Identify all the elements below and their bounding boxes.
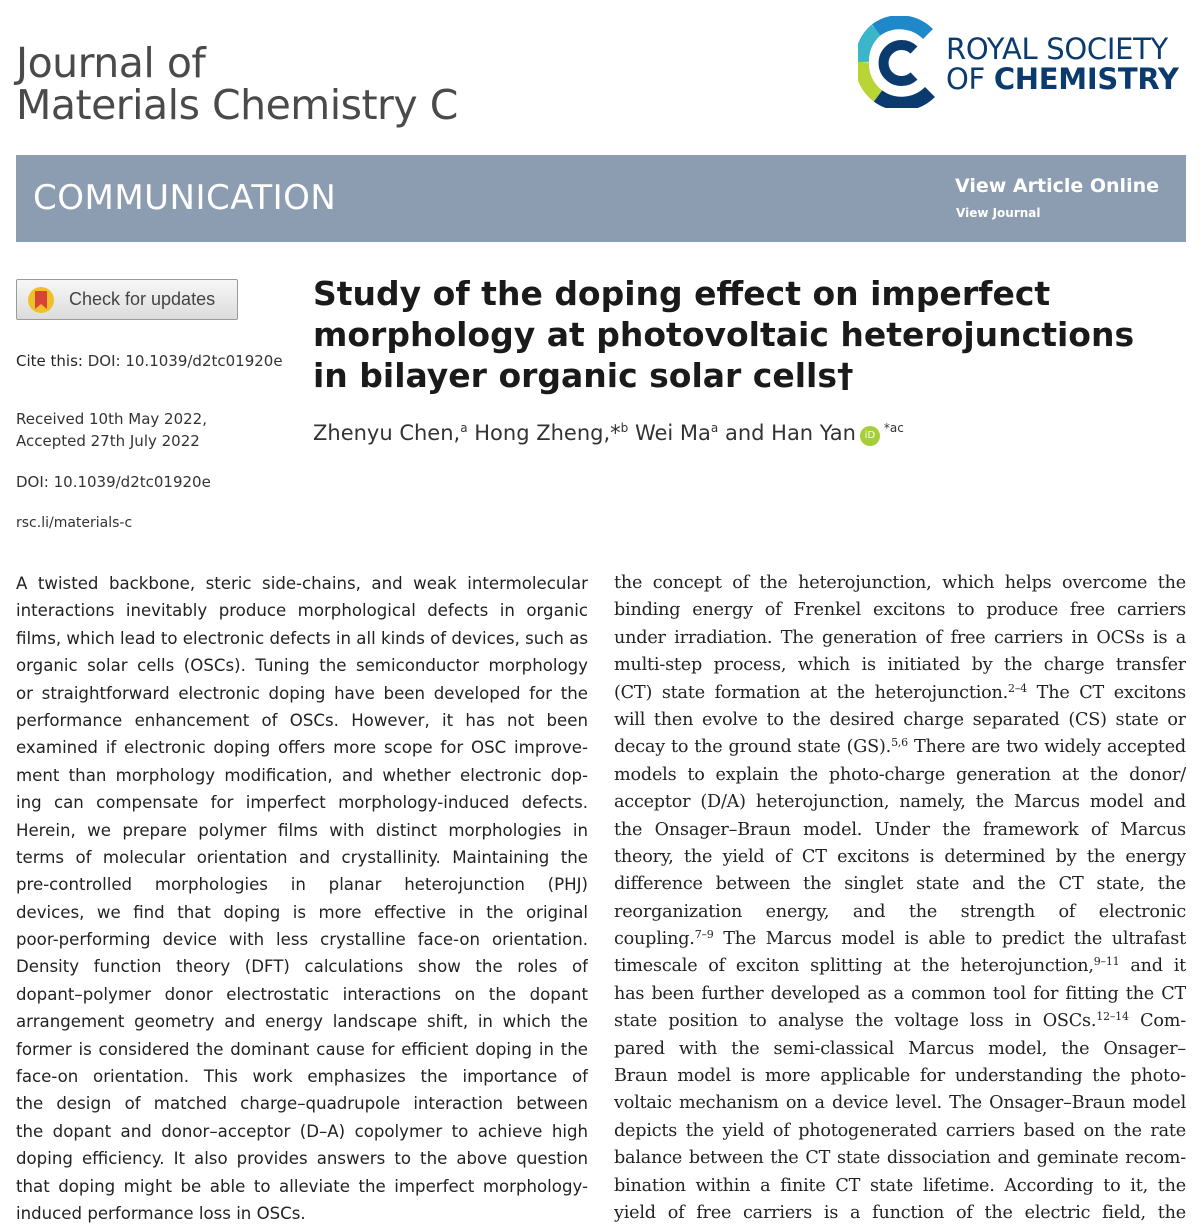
view-journal-link[interactable]: View Journal xyxy=(956,206,1041,220)
body-line xyxy=(614,680,1186,707)
article-title-line: in bilayer organic solar cells† xyxy=(313,356,854,395)
abstract-line: doping efficiency. It also provides answers to the above question xyxy=(16,1149,588,1169)
author-affiliation: a xyxy=(710,421,719,435)
view-article-online-link[interactable]: View Article Online xyxy=(955,175,1159,197)
abstract-line: the dopant and donor–acceptor (D–A) copolymer to achieve high xyxy=(16,1121,588,1141)
cite-this xyxy=(16,350,283,372)
body-line-text: timescale of exciton splitting at the heterojunction, xyxy=(614,956,1094,977)
body-line xyxy=(614,1118,1186,1145)
journal-link[interactable]: rsc.li/materials-c xyxy=(16,515,133,531)
abstract-line: A twisted backbone, steric side-chains, and weak intermolecular xyxy=(16,574,588,593)
body-line-text: pared with the semi-classical Marcus model, the Onsager– xyxy=(614,1038,1186,1059)
body-line xyxy=(614,817,1186,844)
body-line-text: the concept of the heterojunction, which helps overcome the xyxy=(614,573,1186,593)
orcid-icon[interactable]: iD xyxy=(860,426,880,446)
abstract-line: Herein, we prepare polymer films with distinct morphologies in xyxy=(16,820,588,840)
rsc-c-icon xyxy=(858,16,942,108)
journal-title-line2: Materials Chemistry C xyxy=(16,81,458,129)
author-name[interactable]: Zhenyu Chen, xyxy=(313,421,461,445)
body-line-text: acceptor (D/A) heterojunction, namely, the Marcus model and xyxy=(614,792,1186,813)
body-line xyxy=(614,981,1186,1008)
body-line-text: difference between the singlet state and the CT state, the xyxy=(614,874,1186,895)
body-line xyxy=(614,1173,1186,1200)
citation-ref[interactable]: 9–11 xyxy=(1093,955,1120,969)
rsc-wordmark xyxy=(946,34,1179,94)
journal-title-line1: Journal of xyxy=(16,39,206,87)
body-line-text: under irradiation. The generation of free carriers in OCSs is a xyxy=(614,627,1186,648)
abstract xyxy=(16,570,588,1227)
body-text-column xyxy=(614,570,1186,1227)
body-line xyxy=(614,953,1186,980)
abstract-line: films, which lead to electronic defects in all kinds of devices, such as xyxy=(16,628,588,648)
body-line xyxy=(614,871,1186,898)
body-line xyxy=(614,1200,1186,1227)
abstract-line: or straightforward electronic doping have been developed for the xyxy=(16,683,588,703)
body-line xyxy=(614,789,1186,816)
body-line-text: yield of free carriers is a function of the electric field, the xyxy=(614,1202,1186,1223)
received-date: Received 10th May 2022, xyxy=(16,410,207,428)
body-line-tail: The CT excitons xyxy=(1026,682,1186,703)
body-line-text: has been further developed as a common tool for fitting the CT xyxy=(614,983,1186,1004)
body-line-text: state position to analyse the voltage loss in OSCs. xyxy=(614,1011,1097,1032)
abstract-line: arrangement geometry and energy landscape shift, in which the xyxy=(16,1012,588,1032)
body-line-text: balance between the CT state dissociation and geminate recom- xyxy=(614,1148,1186,1169)
abstract-line: that doping might be able to alleviate the imperfect morphology- xyxy=(16,1176,588,1196)
author-list xyxy=(313,421,904,446)
abstract-line: devices, we find that doping is more effective in the original xyxy=(16,902,588,922)
body-line xyxy=(614,762,1186,789)
abstract-line: ment than morphology modification, and whether electronic dop- xyxy=(16,765,588,785)
body-line-tail: There are two widely accepted xyxy=(907,737,1186,758)
abstract-line: examined if electronic doping offers more scope for OSC improve- xyxy=(16,738,588,758)
author-name[interactable]: and Han Yan xyxy=(724,421,856,445)
rsc-line2-bold: CHEMISTRY xyxy=(993,62,1179,96)
abstract-line: poor-performing device with less crystalline face-on orientation. xyxy=(16,930,588,950)
rsc-logo[interactable] xyxy=(858,16,1188,111)
rsc-line1: ROYAL SOCIETY xyxy=(946,32,1168,66)
body-line xyxy=(614,844,1186,871)
abstract-line: pre-controlled morphologies in planar heterojunction (PHJ) xyxy=(16,875,588,895)
body-line xyxy=(614,652,1186,679)
body-line-text: reorganization energy, and the strength of electronic xyxy=(614,901,1186,922)
accepted-date: Accepted 27th July 2022 xyxy=(16,432,200,450)
article-title-line: Study of the doping effect on imperfect xyxy=(313,274,1051,313)
body-line xyxy=(614,1063,1186,1090)
abstract-line: face-on orientation. This work emphasizes the importance of xyxy=(16,1067,588,1087)
doi[interactable]: DOI: 10.1039/d2tc01920e xyxy=(16,473,211,491)
abstract-line: the design of matched charge–quadrupole interaction between xyxy=(16,1094,588,1114)
abstract-line: Density function theory (DFT) calculations show the roles of xyxy=(16,957,588,977)
citation-ref[interactable]: 2–4 xyxy=(1008,681,1027,695)
article-title xyxy=(313,273,1173,396)
body-line-text: decay to the ground state (GS). xyxy=(614,737,892,758)
body-line xyxy=(614,1036,1186,1063)
abstract-line: terms of molecular orientation and crystallinity. Maintaining the xyxy=(16,847,588,867)
body-line xyxy=(614,926,1186,953)
body-line xyxy=(614,1090,1186,1117)
abstract-line: dopant–polymer donor electrostatic interactions on the dopant xyxy=(16,984,588,1004)
body-line-text: binding energy of Frenkel excitons to produce free carriers xyxy=(614,600,1186,621)
journal-title xyxy=(16,39,458,129)
body-line-text: voltaic mechanism on a device level. The Onsager–Braun model xyxy=(614,1093,1186,1114)
body-line-text: Braun model is more applicable for understanding the photo- xyxy=(614,1066,1186,1087)
body-line-text: bination within a finite CT state lifetime. According to it, the xyxy=(614,1175,1186,1196)
body-line-text: will then evolve to the desired charge separated (CS) state or xyxy=(614,709,1186,730)
author-name[interactable]: Hong Zheng,* xyxy=(474,421,621,445)
body-line-text: models to explain the photo-charge generation at the donor/ xyxy=(614,764,1186,785)
abstract-line: induced performance loss in OSCs. xyxy=(16,1203,306,1223)
body-line xyxy=(614,899,1186,926)
body-line-text: multi-step process, which is initiated by the charge transfer xyxy=(614,655,1186,676)
body-line xyxy=(614,570,1186,597)
cite-label: Cite this: xyxy=(16,352,83,370)
citation-ref[interactable]: 12–14 xyxy=(1096,1010,1129,1024)
body-line xyxy=(614,625,1186,652)
check-for-updates-label: Check for updates xyxy=(69,289,216,309)
author-name[interactable]: Wei Ma xyxy=(634,421,711,445)
body-line xyxy=(614,597,1186,624)
citation-ref[interactable]: 5,6 xyxy=(891,736,908,750)
body-line-text: coupling. xyxy=(614,929,695,950)
rsc-line2-prefix: OF xyxy=(946,62,994,96)
abstract-line: former is considered the dominant cause for efficient doping in the xyxy=(16,1039,588,1059)
body-line xyxy=(614,1008,1186,1035)
abstract-line: interactions inevitably produce morphological defects in organic xyxy=(16,601,588,621)
abstract-line: performance enhancement of OSCs. However, it has not been xyxy=(16,710,588,730)
body-line xyxy=(614,734,1186,761)
author-affiliation: a xyxy=(460,421,468,435)
body-line-text: (CT) state formation at the heterojunction. xyxy=(614,682,1009,703)
abstract-line: ing can compensate for imperfect morphology-induced defects. xyxy=(16,793,588,813)
bookmark-icon xyxy=(25,285,59,315)
abstract-line: organic solar cells (OSCs). Tuning the semiconductor morphology xyxy=(16,656,588,676)
author-affiliation: b xyxy=(620,421,629,435)
rsc-line2 xyxy=(946,64,1179,94)
body-line-text: depicts the yield of photogenerated carriers based on the rate xyxy=(614,1120,1186,1141)
body-line-tail: The Marcus model is able to predict the ultrafast xyxy=(713,929,1186,950)
article-type-label: COMMUNICATION xyxy=(33,178,337,218)
check-for-updates-button[interactable] xyxy=(16,279,238,320)
body-line-text: the Onsager–Braun model. Under the framework of Marcus xyxy=(614,819,1186,840)
body-line xyxy=(614,707,1186,734)
cite-value[interactable]: DOI: 10.1039/d2tc01920e xyxy=(87,352,283,370)
article-title-line: morphology at photovoltaic heterojunctions xyxy=(313,315,1135,354)
body-line-text: theory, the yield of CT excitons is determined by the energy xyxy=(614,846,1186,867)
citation-ref[interactable]: 7–9 xyxy=(694,928,714,942)
article-type-banner xyxy=(16,155,1186,242)
author-affiliation: *ac xyxy=(883,421,904,435)
body-line-tail: Com- xyxy=(1128,1011,1186,1032)
body-line-tail: and it xyxy=(1119,956,1186,977)
body-line xyxy=(614,1145,1186,1172)
